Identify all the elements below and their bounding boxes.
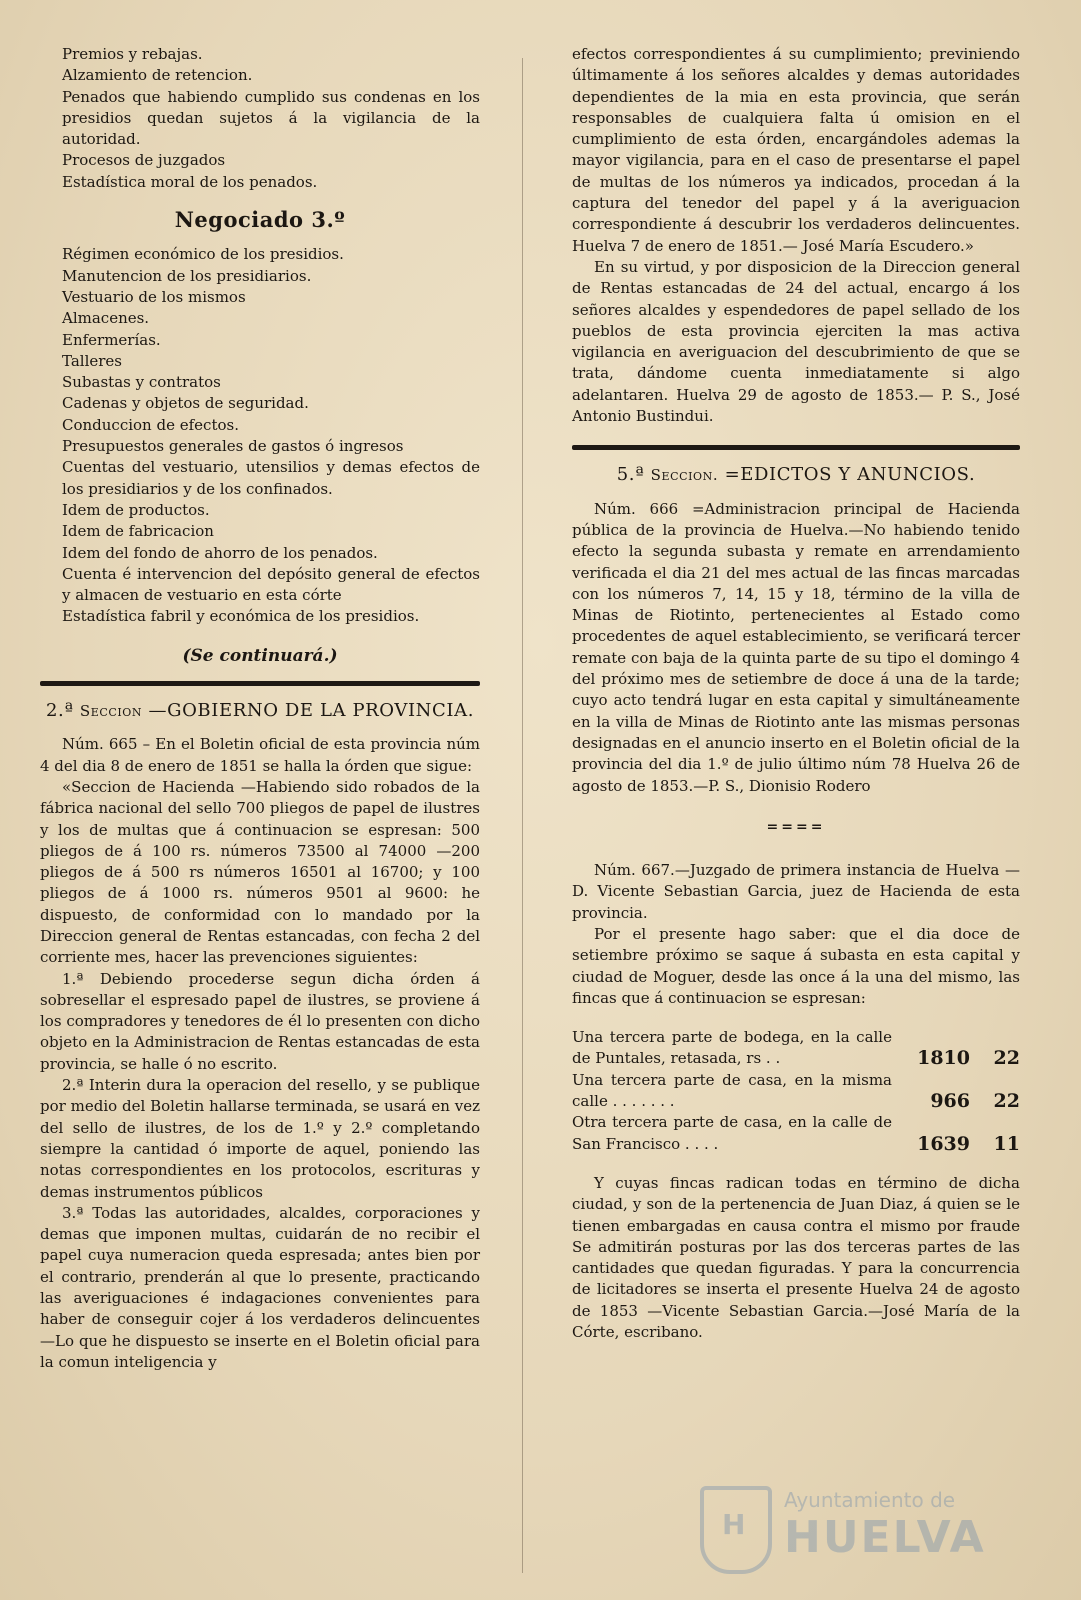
list-item: Procesos de juzgados — [62, 151, 226, 170]
list-item: Estadística moral de los penados. — [62, 172, 318, 191]
property-description: Otra tercera parte de casa, en la calle de San Francisco . . . . — [572, 1113, 892, 1153]
list-item: Cuenta é intervencion del depósito general de efectos y almacen de vestuario en esta córte — [62, 564, 480, 605]
notice-divider: ==== — [766, 818, 826, 835]
property-list — [572, 1027, 1020, 1155]
crest-icon: H — [700, 1486, 772, 1574]
section-number: 5.ª — [616, 464, 645, 486]
section-5-heading — [572, 464, 1020, 486]
property-cents: 11 — [993, 1132, 1020, 1155]
section-2-heading — [40, 700, 480, 722]
list-item: Vestuario de los mismos — [62, 287, 246, 306]
list-item: Almacenes. — [62, 309, 150, 328]
notice-665-rule-2: 2.ª Interin dura la operacion del resello, y se publique por medio del Boletin hallarse terminada, se usará en vez del sello de ilustres, de los de 1.º y 2.º completando siempre la cantidad ó importe de aquel, poniendo las notas correspondientes en los protocolos, escrituras y demas instrumentos públicos — [40, 1076, 480, 1201]
property-cents: 22 — [993, 1047, 1020, 1070]
list-item: Presupuestos generales de gastos ó ingresos — [62, 437, 404, 456]
list-item: Idem del fondo de ahorro de los penados. — [62, 543, 378, 562]
list-item: Subastas y contratos — [62, 373, 221, 392]
section-title: =EDICTOS Y ANUNCIOS. — [724, 464, 976, 486]
notice-665-intro: Núm. 665 – En el Boletin oficial de esta provincia núm 4 del dia 8 de enero de 1851 se halla la órden que sigue: — [40, 735, 480, 775]
notice-665-continuation: efectos correspondientes á su cumplimiento; previniendo últimamente á los señores alcaldes y demas autoridades dependientes de la mia en esta provincia, que serán responsables de cualquiera falta ú omision en el cumplimiento de esta órden, encargándoles ademas la mayor vigilancia, para en el caso de presentarse el papel de multas de los números ya indicados, procedan á la captura del tenedor del papel y á la averiguacion correspondiente á descubrir los verdaderos delincuentes. Huelva 7 de enero de 1851.— José María Escudero.» — [572, 45, 1020, 255]
property-row — [572, 1070, 1020, 1113]
notice-665-rule-1: 1.ª Debiendo procederse segun dicha órden á sobresellar el espresado papel de ilustres, se proviene á los compradores y tenedores de él lo presenten con dicho objeto en la Administracion de Rentas estancadas de esta provincia, se halle ó no escrito. — [40, 969, 480, 1073]
watermark-line-1: Ayuntamiento de — [784, 1488, 956, 1512]
list-item: Enfermerías. — [62, 330, 161, 349]
right-column — [572, 44, 1020, 1343]
property-row — [572, 1027, 1020, 1070]
list-item: Talleres — [62, 351, 122, 370]
intro-list — [40, 44, 480, 193]
list-item: Conduccion de efectos. — [62, 415, 239, 434]
property-amount: 966 — [930, 1090, 970, 1113]
property-amount: 1639 — [917, 1132, 970, 1155]
list-item: Alzamiento de retencion. — [62, 66, 253, 85]
notice-667-body: Por el presente hago saber: que el dia doce de setiembre próximo se saque á subasta en esta capital y ciudad de Moguer, desde las once á la una del mismo, las fincas que á continuacion se espresan: — [572, 924, 1020, 1007]
notice-665-quote: «Seccion de Hacienda —Habiendo sido robados de la fábrica nacional del sello 700 pliegos de papel de ilustres y los de multas que á continuacion se espresan: 500 pliegos de á 100 rs. números 73500 al 74000 —200 pliegos de á 500 rs números 16501 al 16700; y 100 pliegos de á 1000 rs. números 9501 al 9600: he dispuesto, de conformidad con lo mandado por la Direccion general de Rentas estancadas, con fecha 2 del corriente mes, hacer las prevenciones siguientes: — [40, 777, 480, 967]
list-item: Penados que habiendo cumplido sus condenas en los presidios quedan sujetos á la vigilancia de la autoridad. — [62, 87, 480, 149]
notice-665-rule-3: 3.ª Todas las autoridades, alcaldes, corporaciones y demas que imponen multas, cuidarán de no recibir el papel cuya numeracion queda espresada; antes bien por el contrario, prenderán al que lo presente, practicando las averiguaciones é indagaciones convenientes para haber de conseguir cojer á los verdaderos delincuentes —Lo que he dispuesto se inserte en el Boletin oficial para la comun inteligencia y — [40, 1203, 480, 1371]
list-item: Régimen económico de los presidios. — [62, 245, 344, 264]
virtud-paragraph: En su virtud, y por disposicion de la Direccion general de Rentas estancadas de 24 del actual, encargo á los señores alcaldes y espendedores de papel sellado de los pueblos de esta provincia ejerciten la mas activa vigilancia en averiguacion del descubrimiento de que se trata, dándome cuenta inmediatamente si algo adelantaren. Huelva 29 de agosto de 1853.— P. S., José Antonio Bustindui. — [572, 257, 1020, 426]
section-number: 2.ª — [45, 700, 74, 722]
section-label: Seccion. — [650, 466, 719, 485]
section-title: —GOBIERNO DE LA PROVINCIA. — [148, 700, 475, 722]
list-item: Idem de fabricacion — [62, 522, 214, 541]
column-separator — [522, 58, 523, 1573]
property-row — [572, 1112, 1020, 1155]
left-column — [40, 44, 480, 1373]
list-item: Premios y rebajas. — [62, 45, 203, 63]
list-item: Estadística fabril y económica de los presidios. — [62, 607, 420, 626]
section-divider — [572, 445, 1020, 450]
property-description: Una tercera parte de casa, en la misma calle . . . . . . . — [572, 1070, 892, 1111]
watermark-line-2: HUELVA — [784, 1512, 986, 1563]
negociado-heading: Negociado 3.º — [174, 207, 346, 233]
list-item: Manutencion de los presidiarios. — [62, 266, 312, 285]
list-item: Idem de productos. — [62, 500, 210, 519]
notice-667-header: Núm. 667.—Juzgado de primera instancia de Huelva —D. Vicente Sebastian Garcia, juez de Hacienda de esta provincia. — [572, 861, 1020, 922]
notice-667-closing: Y cuyas fincas radican todas en término de dicha ciudad, y son de la pertenencia de Juan Diaz, á quien se le tienen embargadas en causa contra el mismo por fraude Se admitirán posturas por las dos terceras partes de las cantidades que quedan figuradas. Y para la concurrencia de licitadores se inserta el presente Huelva 24 de agosto de 1853 —Vicente Sebastian Garcia.—José María de la Córte, escribano. — [572, 1173, 1020, 1342]
list-item: Cuentas del vestuario, utensilios y demas efectos de los presidiarios y de los confinados. — [62, 458, 480, 498]
negociado-list — [40, 244, 480, 627]
property-cents: 22 — [993, 1090, 1020, 1113]
list-item: Cadenas y objetos de seguridad. — [62, 394, 309, 413]
property-amount: 1810 — [917, 1047, 970, 1070]
continued-note: (Se continuará.) — [182, 645, 338, 666]
property-description: Una tercera parte de bodega, en la calle de Puntales, retasada, rs . . — [572, 1028, 892, 1068]
section-divider — [40, 681, 480, 686]
notice-666: Núm. 666 =Administracion principal de Hacienda pública de la provincia de Huelva.—No habiendo tenido efecto la segunda subasta y remate en arrendamiento verificada el dia 21 del mes actual de las fincas marcadas con los números 7, 14, 15 y 18, término de la villa de Minas de Riotinto, pertenecientes al Estado como procedentes de aquel establecimiento, se verificará tercer remate con baja de la quinta parte de su tipo el domingo 4 del próximo mes de setiembre de doce á una de la tarde; cuyo acto tendrá lugar en esta capital y simultáneamente en la villa de Minas de Riotinto ante las mismas personas designadas en el anuncio inserto en el Boletin oficial de la provincia del dia 1.º de julio último núm 78 Huelva 26 de agosto de 1853.—P. S., Dionisio Rodero — [572, 499, 1020, 795]
watermark-logo — [700, 1478, 1000, 1574]
section-label: Seccion — [79, 702, 143, 721]
